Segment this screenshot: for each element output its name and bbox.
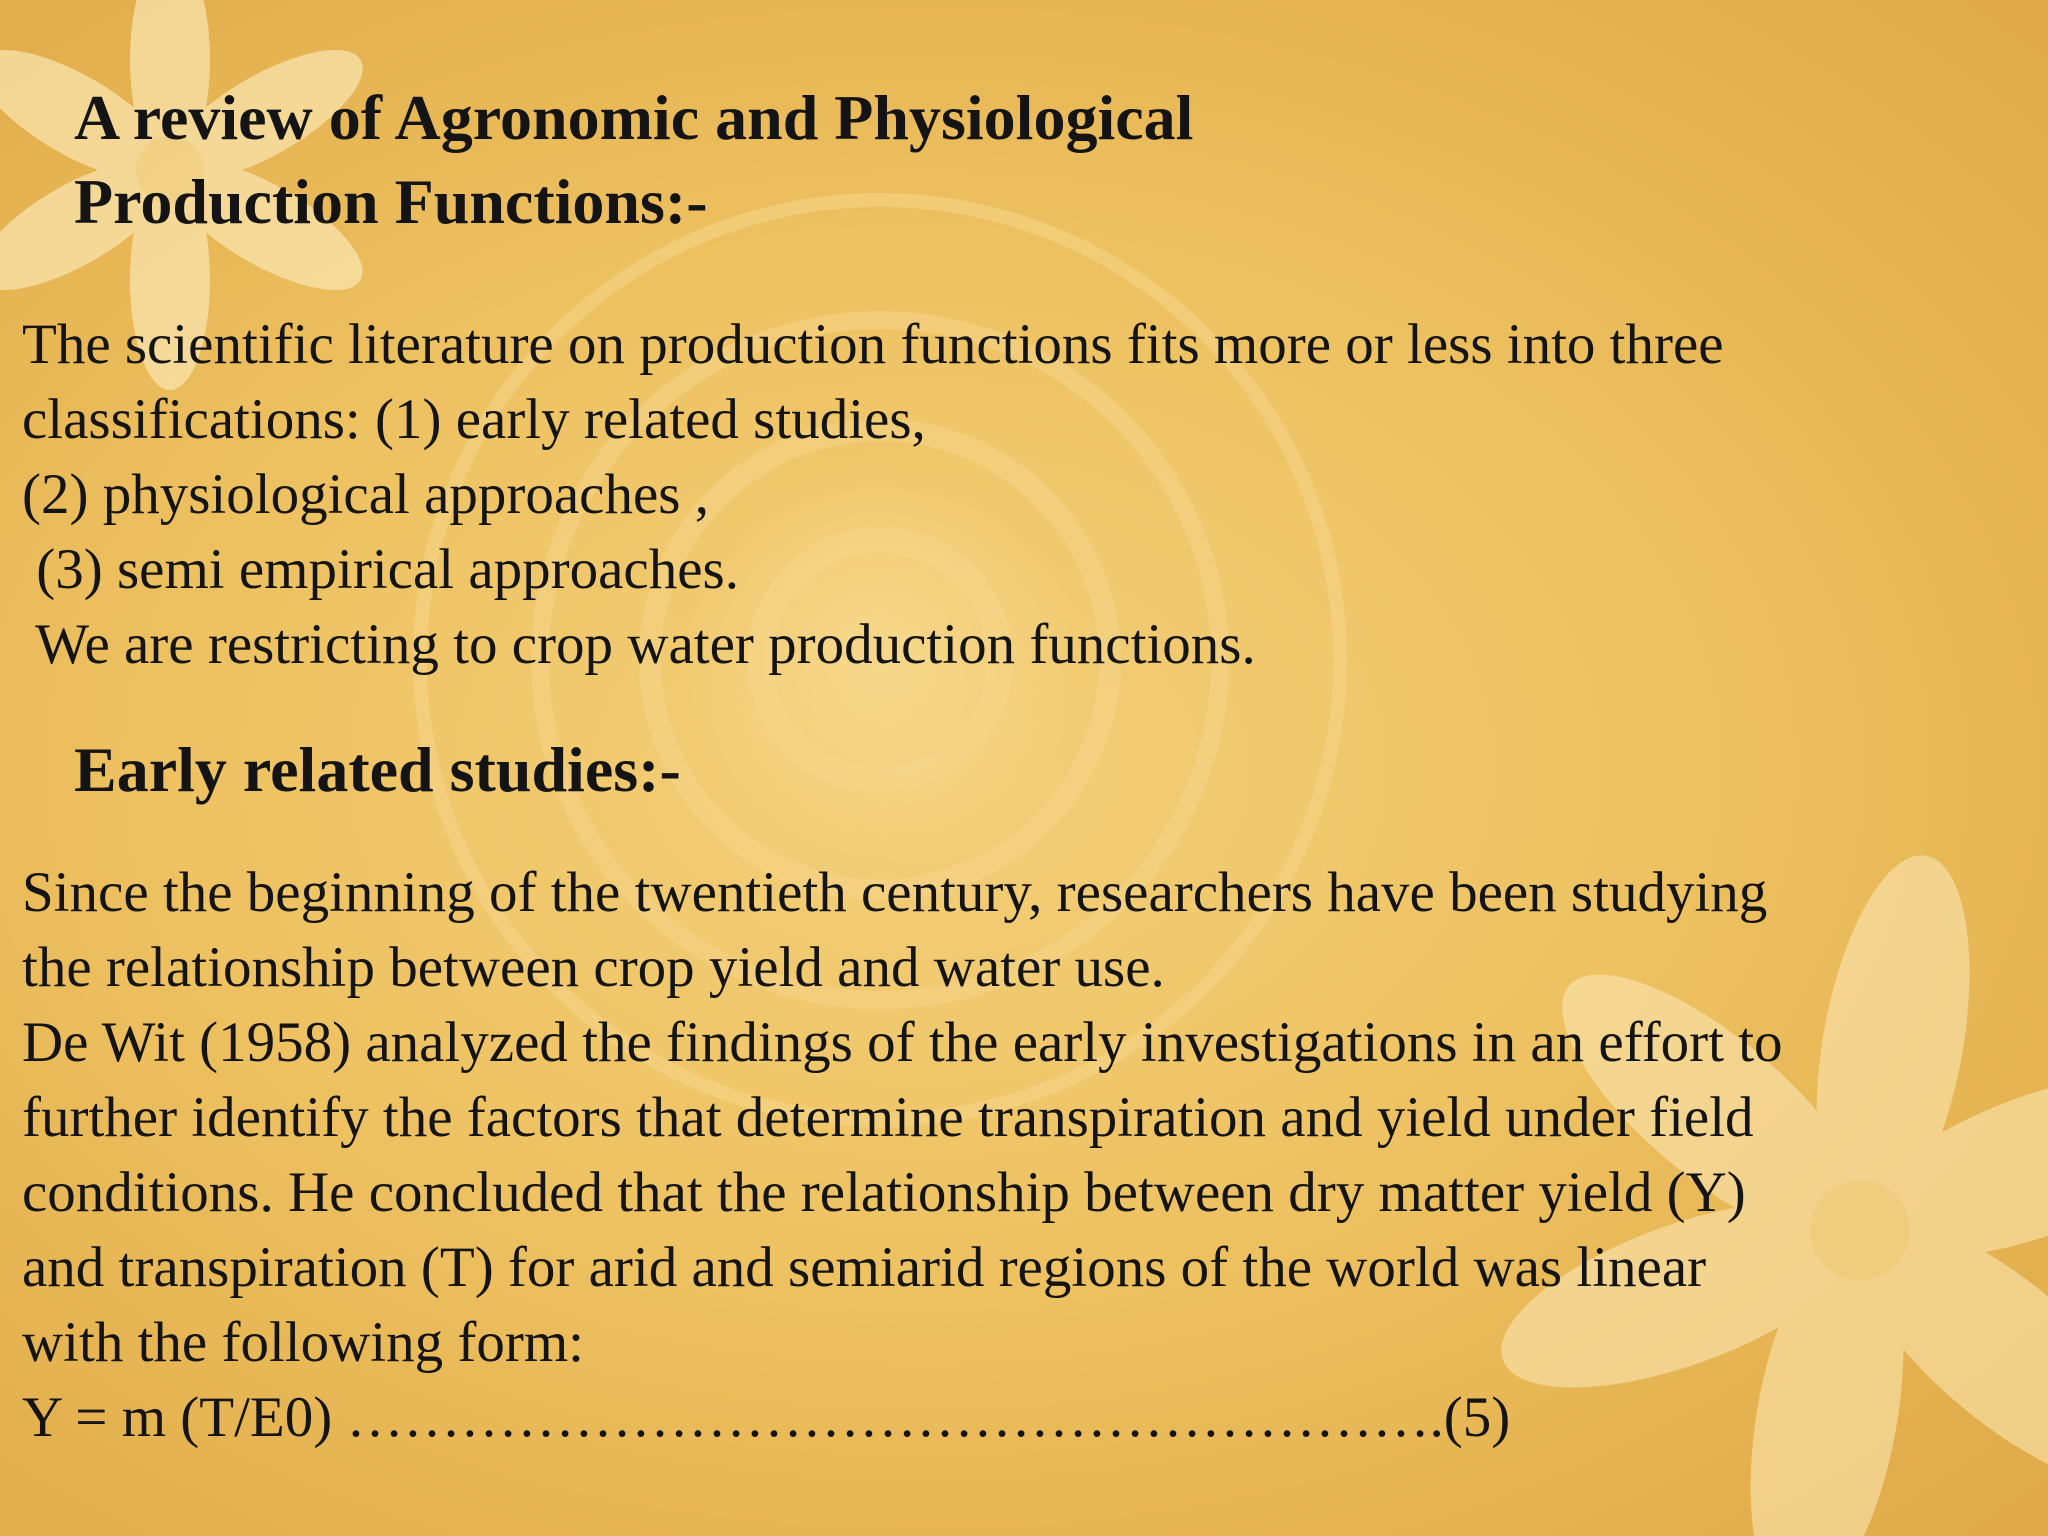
text-line: the relationship between crop yield and water use. [22,936,1165,999]
text-line: and transpiration (T) for arid and semiarid regions of the world was linear [22,1236,1707,1299]
text-line: We are restricting to crop water production functions. [22,613,1256,676]
text-line: (2) physiological approaches , [22,463,709,526]
slide-title-line: A review of Agronomic and Physiological [74,82,1194,153]
slide-title-line: Production Functions:- [74,166,708,237]
text-line: conditions. He concluded that the relationship between dry matter yield (Y) [22,1161,1746,1224]
text-line: with the following form: [22,1311,585,1374]
text-line: further identify the factors that determine transpiration and yield under field [22,1086,1754,1149]
slide-title [74,76,1193,244]
text-line: Since the beginning of the twentieth century, researchers have been studying [22,861,1768,924]
text-line: The scientific literature on production functions fits more or less into three [22,313,1724,376]
text-line: classifications: (1) early related studies, [22,388,926,451]
section-heading: Early related studies:- [74,734,681,805]
early-studies-paragraph [22,855,1783,1455]
text-line: (3) semi empirical approaches. [22,538,739,601]
text-line: De Wit (1958) analyzed the findings of the early investigations in an effort to [22,1011,1783,1074]
equation-line: Y = m (T/E0) ………………………………………………….(5) [22,1386,1511,1449]
intro-paragraph [22,307,1724,682]
